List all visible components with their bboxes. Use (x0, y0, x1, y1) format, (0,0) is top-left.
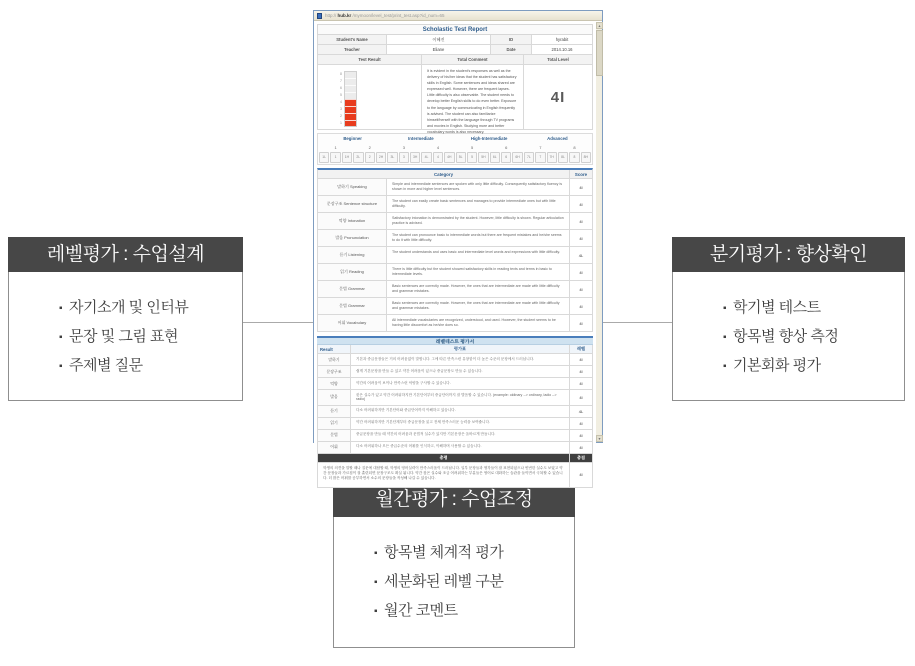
category-desc-cell (387, 230, 569, 246)
level-band-label: Intermediate (408, 136, 434, 141)
evaluation-desc-cell (351, 406, 569, 417)
category-name: 발음 Pronunciation (318, 230, 386, 246)
callout-list-item: ▪ 주제별 질문 (59, 352, 242, 381)
overall-score-label: 총점 (570, 454, 592, 462)
test-result-label: Test Result (318, 55, 421, 64)
sublevel-cell: 5L (456, 152, 466, 163)
sheet-header-label: 평가표 (351, 345, 569, 353)
overall-comment-label: 총평 (318, 454, 569, 462)
evaluation-desc-cell (351, 378, 569, 389)
browser-window (313, 10, 603, 480)
level-band-label: High-Intermediate (470, 136, 508, 141)
category-score: 4I (570, 298, 592, 314)
level-scale-numbers (319, 143, 591, 152)
category-desc: There is little difficulty but the student showed satisfactory skills in reading texts and terms in basic to intermediate levels. (392, 267, 552, 276)
browser-page-icon (317, 13, 322, 19)
evaluation-name: 어휘 (318, 442, 350, 453)
gauge-tick: 3 (340, 106, 342, 111)
evaluation-desc-cell (351, 354, 569, 365)
gauge-tick: 2 (340, 113, 342, 118)
sublevel-cell: 6H (512, 152, 522, 163)
gauge-tick: 6 (340, 85, 342, 90)
category-name: 읽기 Reading (318, 264, 386, 280)
student-name-label: Student's Name (318, 35, 386, 44)
callout-monthly-evaluation (333, 482, 575, 648)
total-comment-label: Total Comment (422, 55, 523, 64)
level-scale-sublevels (319, 152, 591, 163)
sublevel-cell: 7L (524, 152, 534, 163)
id-label: ID (491, 35, 531, 44)
category-name: 어휘 Vocabulary (318, 315, 386, 331)
total-level-value: 4I (550, 88, 566, 106)
category-name: 억양 Intonation (318, 213, 386, 229)
level-scale-bands (319, 135, 591, 143)
gauge-tick: 8 (340, 71, 342, 76)
level-number: 1 (334, 145, 337, 150)
category-desc-cell (387, 264, 569, 280)
evaluation-desc: 중급문장을 만들 때 약간의 어려움과 문법적 실수가 있지만 기본문장은 올바르게 만듭니다. (356, 432, 496, 437)
callout-quarterly-evaluation-list (673, 272, 904, 381)
category-desc: The student understands and uses basic and intermediate level words and expressions with little difficulty. (392, 250, 561, 254)
gauge-tick: 4 (340, 99, 342, 104)
sublevel-cell: 2L (353, 152, 363, 163)
evaluation-name: 말하기 (318, 354, 350, 365)
student-name-value: 이혜진 (387, 35, 490, 44)
level-number: 6 (505, 145, 508, 150)
callout-quarterly-evaluation-title: 분기평가 : 향상확인 (672, 237, 905, 272)
sublevel-cell: 1L (319, 152, 329, 163)
category-desc-cell (387, 281, 569, 297)
connector-right-line (603, 322, 672, 323)
category-score: 4I (570, 179, 592, 195)
level-number: 4 (436, 145, 440, 150)
overall-comment-cell (318, 463, 569, 487)
id-value: hyrabit (532, 35, 592, 44)
teacher-label: Teacher (318, 45, 386, 54)
evaluation-level: 4I (570, 442, 592, 453)
category-desc: Basic sentences are correctly made. However, the ones that are intermediate are made with little difficulty and grammar mistakes. (392, 284, 560, 293)
category-desc: The student can easily create basic sentences and manages to provide intermediate ones but with little difficulty. (392, 199, 556, 208)
category-desc-cell (387, 179, 569, 195)
browser-url[interactable]: http:// hub.kr /mymoon/level_test/print_test.asp?id_num=65 (325, 13, 445, 18)
evaluation-name: 듣기 (318, 406, 350, 417)
sublevel-cell: 6L (490, 152, 500, 163)
evaluation-desc-cell (351, 418, 569, 429)
sublevel-cell: 8H (581, 152, 591, 163)
gauge-tick: 1 (340, 120, 342, 125)
student-info-table (317, 35, 593, 55)
callout-list-item: ▪ 학기별 테스트 (723, 294, 904, 323)
category-score: 4L (570, 247, 592, 263)
evaluation-desc: 약간 어려워하지만 기본단계부터 중급문장을 읽고 전체 만족스러운 능력을 보여줍니다. (356, 420, 490, 425)
callout-list-item: ▪ 항목별 향상 측정 (723, 323, 904, 352)
category-name: 문장구조 Sentence structure (318, 196, 386, 212)
category-desc-cell (387, 213, 569, 229)
scrollbar-thumb[interactable] (596, 30, 603, 76)
date-value: 2014.10.16 (532, 45, 592, 54)
scholastic-report (314, 22, 596, 480)
gauge-tick: 5 (340, 92, 342, 97)
category-table (317, 179, 593, 332)
scroll-down-icon[interactable]: ▼ (597, 437, 602, 441)
teacher-value: Eliane (387, 45, 490, 54)
gauge-tick-labels (336, 71, 342, 127)
result-table (317, 55, 593, 134)
overall-comment-row (317, 463, 593, 488)
evaluation-name: 발음 (318, 390, 350, 405)
evaluation-desc: 다소 어려워하나 모든 중급수준의 어휘를 인식하고, 이해하며 사용할 수 있습니다. (356, 444, 482, 449)
evaluation-level: 4L (570, 406, 592, 417)
category-score: 4I (570, 213, 592, 229)
category-score: 4I (570, 264, 592, 280)
callout-list-item: ▪ 월간 코멘트 (374, 597, 574, 626)
sublevel-cell: 1 (330, 152, 340, 163)
category-score: 4I (570, 230, 592, 246)
evaluation-name: 문장구조 (318, 366, 350, 377)
category-table-header (317, 168, 593, 179)
category-desc: All intermediate vocabularies are recognized, understood, and used. However, the student seems to be having little discomfort as he/she does so. (392, 318, 556, 327)
category-header-label: Category (318, 170, 569, 178)
callout-list-item: ▪ 자기소개 및 인터뷰 (59, 294, 242, 323)
sublevel-cell: 8L (558, 152, 568, 163)
level-number: 3 (402, 145, 405, 150)
evaluation-level: 4I (570, 366, 592, 377)
category-desc: The student can pronounce basic to intermediate words but there are frequent mistakes and he/she seems to do it with little difficulty. (392, 233, 562, 242)
evaluation-desc-cell (351, 390, 569, 405)
evaluation-name: 억양 (318, 378, 350, 389)
category-desc: Satisfactory intonation is demonstrated by the student. However, little difficulty is shown. Regular articulation practice is advised. (392, 216, 564, 225)
level-number: 8 (573, 145, 576, 150)
evaluation-desc: 쉽게 기본문장을 만들 수 있고 약간 어려움이 있으나 중급문장도 만들 수 있습니다. (356, 368, 483, 373)
category-desc-cell (387, 298, 569, 314)
overall-comment-header-row (317, 454, 593, 463)
callout-list-item: ▪ 항목별 체계적 평가 (374, 539, 574, 568)
browser-scrollbar[interactable] (595, 22, 602, 442)
evaluation-desc-cell (351, 430, 569, 441)
category-score: 4I (570, 196, 592, 212)
evaluation-desc-cell (351, 442, 569, 453)
sublevel-cell: 8 (569, 152, 579, 163)
scroll-up-icon[interactable]: ▲ (597, 24, 602, 28)
sublevel-cell: 3 (399, 152, 409, 163)
category-name: 듣기 Listening (318, 247, 386, 263)
evaluation-desc: 잦은 실수가 있고 약간 어려워하지만 기본단어부터 중급단어까지 잘 발음할 수 있습니다. (example: oldinary --> ordinary, ladio --> radio) (356, 392, 557, 402)
category-name: 말하기 Speaking (318, 179, 386, 195)
evaluation-level: 4I (570, 430, 592, 441)
category-score: 4I (570, 315, 592, 331)
evaluation-level: 4I (570, 354, 592, 365)
overall-score-value: 4I (570, 463, 592, 487)
sublevel-cell: 4 (433, 152, 443, 163)
sublevel-cell: 5H (478, 152, 488, 163)
category-score: 4I (570, 281, 592, 297)
sublevel-cell: 7 (535, 152, 545, 163)
sublevel-cell: 3L (387, 152, 397, 163)
evaluation-desc-cell (351, 366, 569, 377)
category-desc-cell (387, 247, 569, 263)
callout-level-evaluation-title: 레벨평가 : 수업설계 (8, 237, 243, 272)
sublevel-cell: 2 (365, 152, 375, 163)
evaluation-table (317, 354, 593, 454)
callout-list-item: ▪ 세분화된 레벨 구분 (374, 568, 574, 597)
connector-left-line (243, 322, 313, 323)
callout-level-evaluation-list (9, 272, 242, 381)
sublevel-cell: 1H (342, 152, 352, 163)
sublevel-cell: 4H (444, 152, 454, 163)
evaluation-name: 읽기 (318, 418, 350, 429)
browser-titlebar[interactable] (314, 11, 602, 21)
category-desc: Simple and intermediate sentences are spoken with only little difficulty. Consequently satisfactory fluency is shown in more and higher level sentences. (392, 182, 563, 191)
category-desc-cell (387, 196, 569, 212)
evaluation-sheet-title: 레벨테스트 평가서 (317, 336, 593, 345)
total-level-label: Total Level (524, 55, 592, 64)
gauge-tick: 7 (340, 78, 342, 83)
score-header-label: Score (570, 170, 592, 178)
total-comment-text: It is evident in the student's responses as well as the delivery of his/her ideas that the student has satisfactory skills in English. Some sentences and ideas shared are expressed well. However, there are frequent lapses. Little difficulty is also observable. The student needs to develop better English skills to do even better. Exposure to the language by communicating in English frequently is advised. The student can also familiarize himself/herself with the language through TV programs and movies in English. Studying more and better vocabulary words is also necessary. (427, 69, 517, 134)
callout-quarterly-evaluation (672, 237, 905, 401)
evaluation-level: 4I (570, 418, 592, 429)
level-gauge-cell (318, 65, 421, 129)
category-desc: Basic sentences are correctly made. However, the ones that are intermediate are made with little difficulty and grammar mistakes. (392, 301, 560, 310)
evaluation-desc: 약간의 어려움이 보이나 만족스런 억양을 구사할 수 있습니다. (356, 380, 451, 385)
category-desc-cell (387, 315, 569, 331)
level-number: 2 (368, 145, 371, 150)
callout-monthly-evaluation-list (334, 517, 574, 626)
result-header-label: Result (318, 345, 350, 353)
callout-list-item: ▪ 기본회화 평가 (723, 352, 904, 381)
sublevel-cell: 6 (501, 152, 511, 163)
level-number: 7 (539, 145, 542, 150)
callout-monthly-evaluation-title: 월간평가 : 수업조정 (333, 482, 575, 517)
level-gauge-bar (344, 71, 357, 127)
evaluation-level: 4I (570, 378, 592, 389)
level-scale (317, 133, 593, 165)
overall-comment-text: 학생의 의견을 말할 때나 질문에 대답할 때, 학생의 영어실력이 만족스러움이 드러납니다. 일부 문장들과 생각들이 잘 표현되었으나 빈번한 실수도 보였고 약간 문장들과 가르침이 잘 훈련되면 문장구조도 확실 됩니다. 약간 잦은 실수와 조금 어려워하는 부분들은 영어로 대화하는 습관을 들이면서 극복할 수 있습니다. 더 많은 어휘를 공부하면서 소수의 문장들을 작성해 나갈 수 있습니다. (323, 465, 563, 480)
level-header-label: 레벨 (570, 345, 592, 353)
sublevel-cell: 2H (376, 152, 386, 163)
callout-list-item: ▪ 문장 및 그림 표현 (59, 323, 242, 352)
evaluation-desc: 다소 어려워하지만 기본단어와 중급단어까지 이해하고 있습니다. (356, 408, 456, 413)
level-number: 5 (470, 145, 474, 150)
level-band-label: Beginner (343, 136, 362, 141)
total-comment-cell (422, 65, 523, 134)
sublevel-cell: 4L (421, 152, 431, 163)
total-level-cell (524, 65, 592, 129)
evaluation-name: 문법 (318, 430, 350, 441)
date-label: Date (491, 45, 531, 54)
level-band-label: Advanced (547, 136, 568, 141)
evaluation-desc: 기본과 중급문장들은 거의 어려움없이 말합니다. 그에 따른 만족스런 유창함이 더 높은 수준의 문장에서 드러납니다. (356, 356, 535, 361)
evaluation-level: 4I (570, 390, 592, 405)
report-title: Scholastic Test Report (317, 24, 593, 35)
category-name: 문법 Grammar (318, 281, 386, 297)
sublevel-cell: 3H (410, 152, 420, 163)
category-name: 문법 Grammar (318, 298, 386, 314)
callout-level-evaluation (8, 237, 243, 401)
sublevel-cell: 7H (547, 152, 557, 163)
evaluation-table-header (317, 345, 593, 354)
sublevel-cell: 5 (467, 152, 477, 163)
